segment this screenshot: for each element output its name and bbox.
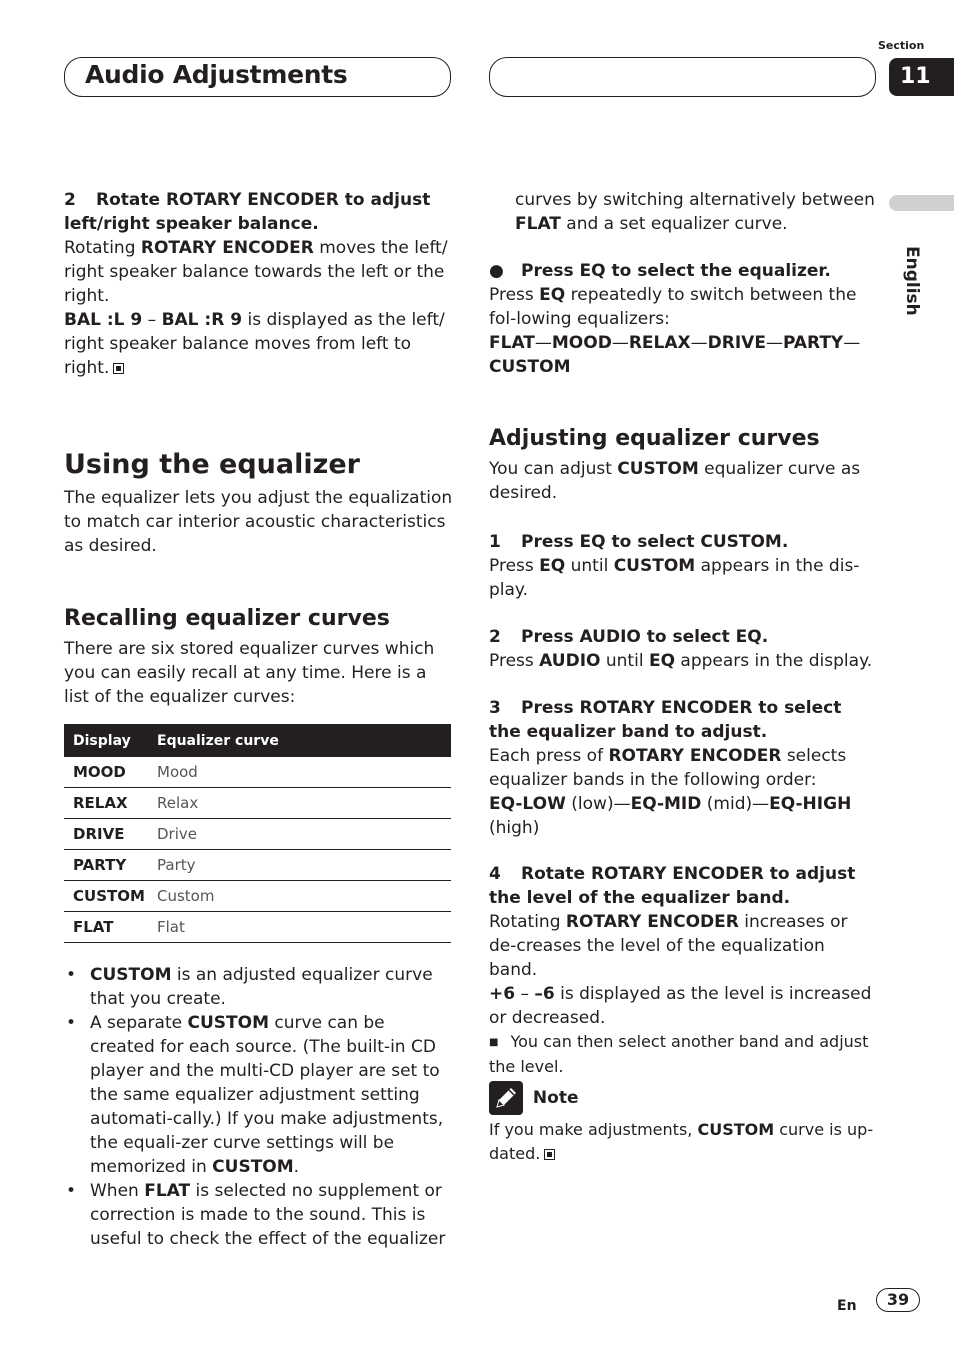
step-body: BAL :L 9 – BAL :R 9 is displayed as the left/ right speaker balance moves from left to right. [64,310,445,378]
list-item: • A separate CUSTOM curve can be created for each source. (The built-in CD player and the multi-CD player are set to the same equalizer adjustment setting automati-cally.) If you make adjustments, the equali-zer curve settings will be memorized in CUSTOM. [64,1011,452,1179]
subsection-heading: Recalling equalizer curves [64,606,390,631]
equalizer-table [64,724,451,943]
note-heading: Note [489,1080,875,1116]
step-heading: 1 Press EQ to select CUSTOM. [489,532,789,552]
step-body: Press EQ until CUSTOM appears in the dis-play. [489,556,860,600]
side-language-label: English [902,246,922,316]
section-label: Section [878,39,925,52]
footer-language: En [837,1298,857,1314]
bullet-list [64,963,452,1251]
section-number: 11 [889,58,954,96]
table-row: DRIVE Drive [64,819,451,850]
section-body: The equalizer lets you adjust the equalization to match car interior acoustic characteristics as desired. [64,488,453,556]
adjust-step3 [489,696,875,840]
end-mark-icon [113,363,124,374]
step-body: Rotating ROTARY ENCODER moves the left/ right speaker balance towards the left or the right. [64,238,448,306]
step-body: Press EQ repeatedly to switch between the fol-lowing equalizers: [489,285,857,329]
table-header-row [64,724,451,757]
recalling-section [64,605,454,709]
subsection-heading: Adjusting equalizer curves [489,426,820,451]
pencil-note-icon [489,1081,523,1115]
header-title-frame [64,57,451,97]
step-body: Press AUDIO until EQ appears in the display. [489,651,873,671]
step-subnote: ■ You can then select another band and adjust the level. [489,1032,869,1076]
side-tab [889,195,954,211]
header-empty-frame [489,57,876,97]
adjust-step1 [489,530,875,602]
table-row: MOOD Mood [64,757,451,788]
right-continuation: curves by switching alternatively between FLAT and a set equalizer curve. [515,190,875,234]
end-mark-icon [544,1149,555,1160]
section-heading: Using the equalizer [64,449,360,480]
bullet-dot-icon: ● [489,261,504,281]
note-body: If you make adjustments, CUSTOM curve is up-dated. [489,1120,874,1163]
step-body: Rotating ROTARY ENCODER increases or de-creases the level of the equalization band. [489,912,848,980]
step-body: +6 – –6 is displayed as the level is increased or decreased. [489,984,872,1028]
step-heading: 3 Press ROTARY ENCODER to select the equalizer band to adjust. [489,698,842,742]
table-row: PARTY Party [64,850,451,881]
subsection-body: There are six stored equalizer curves which you can easily recall at any time. Here is a list of the equalizer curves: [64,639,435,707]
column-header-curve: Equalizer curve [148,724,451,757]
press-eq-step [489,259,875,379]
left-step2 [64,188,454,380]
table-row: CUSTOM Custom [64,881,451,912]
list-item: • When FLAT is selected no supplement or correction is made to the sound. This is useful to check the effect of the equalizer [64,1179,452,1251]
step-heading: 4 Rotate ROTARY ENCODER to adjust the level of the equalizer band. [489,864,856,908]
subsection-body: You can adjust CUSTOM equalizer curve as desired. [489,459,861,503]
page-number: 39 [876,1288,920,1312]
note-section [489,1080,875,1166]
equalizer-sequence: FLAT—MOOD—RELAX—DRIVE—PARTY—CUSTOM [489,333,861,377]
square-bullet-icon: ■ [489,1037,499,1048]
step-heading: 2 Rotate ROTARY ENCODER to adjust left/right speaker balance. [64,190,431,234]
page-title: Audio Adjustments [85,60,348,89]
column-header-display: Display [64,724,148,757]
adjust-step4 [489,862,875,1079]
step-heading: 2 Press AUDIO to select EQ. [489,627,769,647]
list-item: • CUSTOM is an adjusted equalizer curve that you create. [64,963,452,1011]
table-row: RELAX Relax [64,788,451,819]
using-equalizer-section [64,448,454,558]
adjust-step2 [489,625,875,673]
table-row: FLAT Flat [64,912,451,943]
step-heading: ● Press EQ to select the equalizer. [489,261,831,281]
adjusting-section [489,425,875,505]
band-sequence: EQ-LOW (low)—EQ-MID (mid)—EQ-HIGH (high) [489,794,852,838]
step-body: Each press of ROTARY ENCODER selects equalizer bands in the following order: [489,746,847,790]
